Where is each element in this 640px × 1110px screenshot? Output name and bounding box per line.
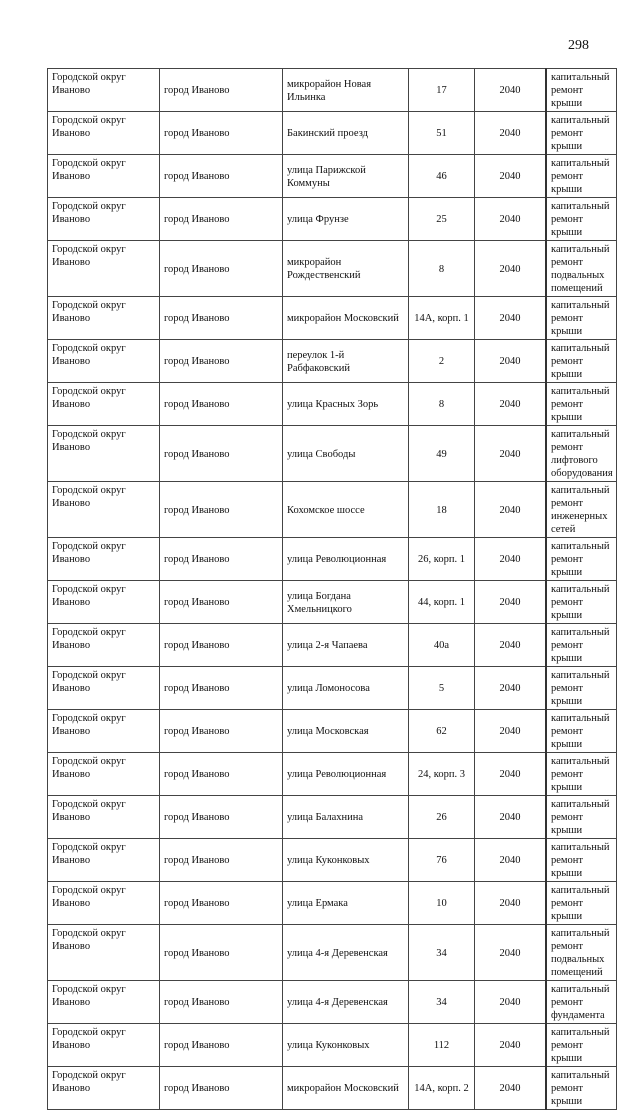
year-cell: 2040 (475, 69, 547, 112)
house-number-cell: 112 (409, 1024, 475, 1067)
year-cell: 2040 (475, 241, 547, 297)
year-cell: 2040 (475, 297, 547, 340)
work-type-cell: капитальный ремонт крыши (546, 69, 617, 112)
year-cell: 2040 (475, 710, 547, 753)
house-number-cell: 24, корп. 3 (409, 753, 475, 796)
house-number-cell: 34 (409, 925, 475, 981)
municipality-cell: Городской округ Иваново (48, 1024, 160, 1067)
table-row (48, 383, 617, 426)
street-cell: улица Ломоносова (283, 667, 409, 710)
settlement-cell: город Иваново (160, 198, 283, 241)
street-cell: улица Революционная (283, 753, 409, 796)
table-row (48, 198, 617, 241)
table-row (48, 581, 617, 624)
work-type-cell: капитальный ремонт крыши (546, 667, 617, 710)
house-number-cell: 17 (409, 69, 475, 112)
settlement-cell: город Иваново (160, 112, 283, 155)
year-cell: 2040 (475, 882, 547, 925)
table-row (48, 839, 617, 882)
municipality-cell: Городской округ Иваново (48, 340, 160, 383)
table-row (48, 925, 617, 981)
municipality-cell: Городской округ Иваново (48, 667, 160, 710)
settlement-cell: город Иваново (160, 383, 283, 426)
year-cell: 2040 (475, 796, 547, 839)
year-cell: 2040 (475, 383, 547, 426)
municipality-cell: Городской округ Иваново (48, 981, 160, 1024)
street-cell: улица 4-я Деревенская (283, 981, 409, 1024)
settlement-cell: город Иваново (160, 581, 283, 624)
municipality-cell: Городской округ Иваново (48, 482, 160, 538)
year-cell: 2040 (475, 1067, 547, 1110)
municipality-cell: Городской округ Иваново (48, 925, 160, 981)
house-number-cell: 26, корп. 1 (409, 538, 475, 581)
house-number-cell: 8 (409, 383, 475, 426)
municipality-cell: Городской округ Иваново (48, 69, 160, 112)
settlement-cell: город Иваново (160, 340, 283, 383)
settlement-cell: город Иваново (160, 753, 283, 796)
table-row (48, 624, 617, 667)
table-row (48, 796, 617, 839)
street-cell: улица Ермака (283, 882, 409, 925)
work-type-cell: капитальный ремонт инженерных сетей (546, 482, 617, 538)
street-cell: улица Революционная (283, 538, 409, 581)
work-type-cell: капитальный ремонт крыши (546, 155, 617, 198)
year-cell: 2040 (475, 112, 547, 155)
settlement-cell: город Иваново (160, 882, 283, 925)
year-cell: 2040 (475, 581, 547, 624)
street-cell: улица Куконковых (283, 839, 409, 882)
work-type-cell: капитальный ремонт фундамента (546, 981, 617, 1024)
work-type-cell: капитальный ремонт крыши (546, 796, 617, 839)
municipality-cell: Городской округ Иваново (48, 882, 160, 925)
work-type-cell: капитальный ремонт крыши (546, 839, 617, 882)
year-cell: 2040 (475, 155, 547, 198)
settlement-cell: город Иваново (160, 1067, 283, 1110)
municipality-cell: Городской округ Иваново (48, 538, 160, 581)
house-number-cell: 34 (409, 981, 475, 1024)
municipality-cell: Городской округ Иваново (48, 198, 160, 241)
work-type-cell: капитальный ремонт подвальных помещений (546, 925, 617, 981)
settlement-cell: город Иваново (160, 538, 283, 581)
municipality-cell: Городской округ Иваново (48, 241, 160, 297)
house-number-cell: 46 (409, 155, 475, 198)
year-cell: 2040 (475, 426, 547, 482)
year-cell: 2040 (475, 624, 547, 667)
street-cell: улица Красных Зорь (283, 383, 409, 426)
street-cell: улица Богдана Хмельницкого (283, 581, 409, 624)
work-type-cell: капитальный ремонт крыши (546, 882, 617, 925)
work-type-cell: капитальный ремонт крыши (546, 710, 617, 753)
work-type-cell: капитальный ремонт крыши (546, 581, 617, 624)
house-number-cell: 40а (409, 624, 475, 667)
work-type-cell: капитальный ремонт крыши (546, 753, 617, 796)
municipality-cell: Городской округ Иваново (48, 1067, 160, 1110)
work-type-cell: капитальный ремонт крыши (546, 1024, 617, 1067)
municipality-cell: Городской округ Иваново (48, 753, 160, 796)
settlement-cell: город Иваново (160, 155, 283, 198)
work-type-cell: капитальный ремонт лифтового оборудования (546, 426, 617, 482)
work-type-cell: капитальный ремонт крыши (546, 112, 617, 155)
settlement-cell: город Иваново (160, 426, 283, 482)
settlement-cell: город Иваново (160, 482, 283, 538)
house-number-cell: 2 (409, 340, 475, 383)
house-number-cell: 18 (409, 482, 475, 538)
municipality-cell: Городской округ Иваново (48, 155, 160, 198)
table-row (48, 1067, 617, 1110)
municipality-cell: Городской округ Иваново (48, 383, 160, 426)
table-row (48, 69, 617, 112)
street-cell: улица Парижской Коммуны (283, 155, 409, 198)
municipality-cell: Городской округ Иваново (48, 710, 160, 753)
table-row (48, 667, 617, 710)
house-number-cell: 14А, корп. 1 (409, 297, 475, 340)
table-row (48, 710, 617, 753)
table-row (48, 981, 617, 1024)
repair-schedule-table (47, 68, 617, 1110)
municipality-cell: Городской округ Иваново (48, 796, 160, 839)
year-cell: 2040 (475, 538, 547, 581)
street-cell: микрорайон Московский (283, 1067, 409, 1110)
table-row (48, 426, 617, 482)
work-type-cell: капитальный ремонт крыши (546, 383, 617, 426)
settlement-cell: город Иваново (160, 667, 283, 710)
year-cell: 2040 (475, 198, 547, 241)
house-number-cell: 5 (409, 667, 475, 710)
settlement-cell: город Иваново (160, 925, 283, 981)
street-cell: улица Московская (283, 710, 409, 753)
table-row (48, 155, 617, 198)
settlement-cell: город Иваново (160, 1024, 283, 1067)
settlement-cell: город Иваново (160, 69, 283, 112)
table-row (48, 340, 617, 383)
street-cell: улица Фрунзе (283, 198, 409, 241)
house-number-cell: 76 (409, 839, 475, 882)
house-number-cell: 14А, корп. 2 (409, 1067, 475, 1110)
house-number-cell: 26 (409, 796, 475, 839)
street-cell: Кохомское шоссе (283, 482, 409, 538)
work-type-cell: капитальный ремонт крыши (546, 624, 617, 667)
house-number-cell: 10 (409, 882, 475, 925)
house-number-cell: 51 (409, 112, 475, 155)
street-cell: улица 4-я Деревенская (283, 925, 409, 981)
street-cell: улица Куконковых (283, 1024, 409, 1067)
work-type-cell: капитальный ремонт крыши (546, 297, 617, 340)
house-number-cell: 25 (409, 198, 475, 241)
street-cell: микрорайон Новая Ильинка (283, 69, 409, 112)
street-cell: улица Балахнина (283, 796, 409, 839)
settlement-cell: город Иваново (160, 796, 283, 839)
street-cell: Бакинский проезд (283, 112, 409, 155)
municipality-cell: Городской округ Иваново (48, 297, 160, 340)
work-type-cell: капитальный ремонт крыши (546, 538, 617, 581)
settlement-cell: город Иваново (160, 241, 283, 297)
settlement-cell: город Иваново (160, 297, 283, 340)
work-type-cell: капитальный ремонт крыши (546, 340, 617, 383)
municipality-cell: Городской округ Иваново (48, 581, 160, 624)
municipality-cell: Городской округ Иваново (48, 426, 160, 482)
street-cell: улица Свободы (283, 426, 409, 482)
table-row (48, 882, 617, 925)
year-cell: 2040 (475, 667, 547, 710)
street-cell: переулок 1-й Рабфаковский (283, 340, 409, 383)
year-cell: 2040 (475, 753, 547, 796)
table-row (48, 753, 617, 796)
year-cell: 2040 (475, 340, 547, 383)
street-cell: улица 2-я Чапаева (283, 624, 409, 667)
year-cell: 2040 (475, 925, 547, 981)
work-type-cell: капитальный ремонт крыши (546, 198, 617, 241)
municipality-cell: Городской округ Иваново (48, 112, 160, 155)
page-number: 298 (568, 38, 589, 53)
table-row (48, 241, 617, 297)
settlement-cell: город Иваново (160, 710, 283, 753)
year-cell: 2040 (475, 482, 547, 538)
table-row (48, 538, 617, 581)
year-cell: 2040 (475, 981, 547, 1024)
table-row (48, 297, 617, 340)
municipality-cell: Городской округ Иваново (48, 839, 160, 882)
street-cell: микрорайон Московский (283, 297, 409, 340)
street-cell: микрорайон Рождественский (283, 241, 409, 297)
settlement-cell: город Иваново (160, 981, 283, 1024)
house-number-cell: 49 (409, 426, 475, 482)
house-number-cell: 44, корп. 1 (409, 581, 475, 624)
table-row (48, 112, 617, 155)
municipality-cell: Городской округ Иваново (48, 624, 160, 667)
house-number-cell: 8 (409, 241, 475, 297)
table-row (48, 1024, 617, 1067)
table-row (48, 482, 617, 538)
work-type-cell: капитальный ремонт крыши (546, 1067, 617, 1110)
year-cell: 2040 (475, 839, 547, 882)
settlement-cell: город Иваново (160, 624, 283, 667)
year-cell: 2040 (475, 1024, 547, 1067)
work-type-cell: капитальный ремонт подвальных помещений (546, 241, 617, 297)
house-number-cell: 62 (409, 710, 475, 753)
settlement-cell: город Иваново (160, 839, 283, 882)
